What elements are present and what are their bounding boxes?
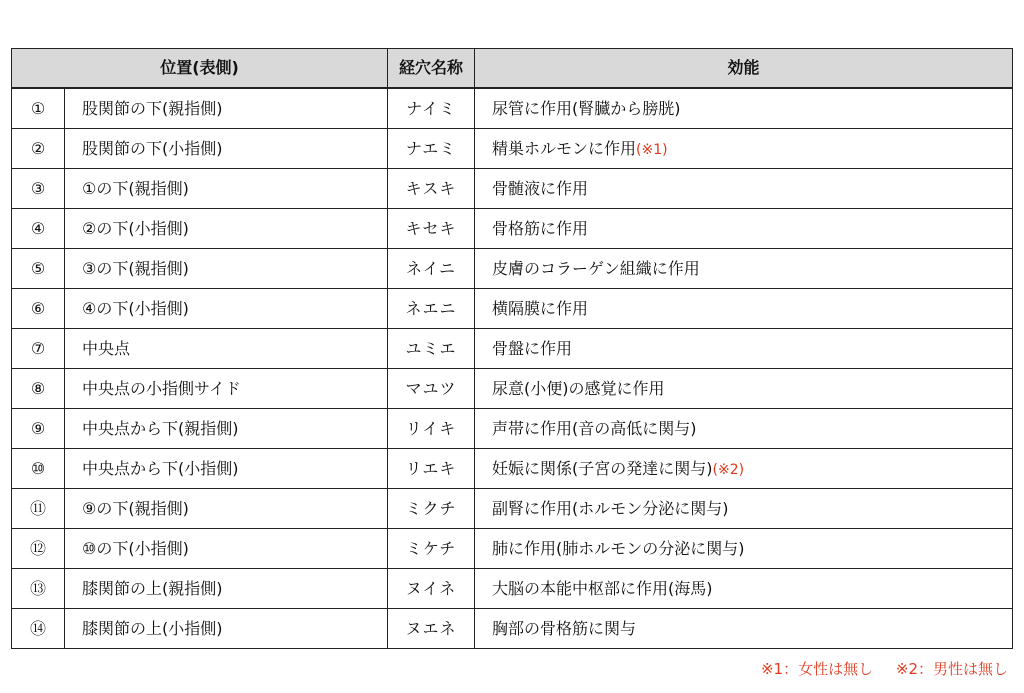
row-number: ⑬ [12,569,65,609]
row-position: ⑨の下(親指側) [65,489,388,529]
table-row [12,169,1013,209]
row-position: ①の下(親指側) [65,169,388,209]
acupoint-table [11,48,1013,649]
row-effect [475,369,1013,409]
row-effect [475,329,1013,369]
row-effect [475,169,1013,209]
row-point-name: リイキ [388,409,475,449]
row-position: 中央点から下(親指側) [65,409,388,449]
row-position: 膝関節の上(小指側) [65,609,388,649]
row-position: ③の下(親指側) [65,249,388,289]
row-effect [475,209,1013,249]
row-number: ② [12,129,65,169]
row-point-name: ミケチ [388,529,475,569]
row-position: ②の下(小指側) [65,209,388,249]
row-number: ⑪ [12,489,65,529]
row-effect [475,88,1013,129]
table-row [12,569,1013,609]
table-body [12,88,1013,649]
effect-text: 副腎に作用(ホルモン分泌に関与) [492,498,729,518]
effect-text: 皮膚のコラーゲン組織に作用 [492,258,700,278]
effect-text: 妊娠に関係(子宮の発達に関与) [492,458,713,478]
row-position: 股関節の下(親指側) [65,88,388,129]
row-effect [475,289,1013,329]
row-point-name: キスキ [388,169,475,209]
row-point-name: ネエニ [388,289,475,329]
row-effect [475,449,1013,489]
row-number: ⑤ [12,249,65,289]
table-row [12,449,1013,489]
footnotes [761,658,1008,679]
row-point-name: ナイミ [388,88,475,129]
effect-text: 骨髄液に作用 [492,178,589,198]
row-point-name: リエキ [388,449,475,489]
effect-text: 尿意(小便)の感覚に作用 [492,378,665,398]
row-point-name: ナエミ [388,129,475,169]
table-row [12,209,1013,249]
header-effect: 効能 [475,49,1013,89]
table-row [12,489,1013,529]
row-number: ⑧ [12,369,65,409]
row-number: ① [12,88,65,129]
row-effect [475,609,1013,649]
row-number: ⑦ [12,329,65,369]
effect-text: 肺に作用(肺ホルモンの分泌に関与) [492,538,745,558]
row-point-name: ユミエ [388,329,475,369]
table-row [12,249,1013,289]
effect-text: 声帯に作用(音の高低に関与) [492,418,697,438]
row-number: ⑥ [12,289,65,329]
effect-text: 精巣ホルモンに作用 [492,138,637,158]
footnote-1: ※1：女性は無し [760,660,874,678]
row-point-name: キセキ [388,209,475,249]
table-row [12,88,1013,129]
effect-text: 大脳の本能中枢部に作用(海馬) [492,578,713,598]
effect-note: (※2) [712,461,745,478]
table-row [12,329,1013,369]
table-row [12,289,1013,329]
row-effect [475,409,1013,449]
header-point-name: 経穴名称 [388,49,475,89]
table-row [12,529,1013,569]
effect-note: (※1) [636,141,668,158]
table-header-row [12,49,1013,89]
effect-text: 骨格筋に作用 [492,218,589,238]
table-row [12,609,1013,649]
table-row [12,369,1013,409]
row-effect [475,489,1013,529]
row-effect [475,569,1013,609]
row-point-name: ミクチ [388,489,475,529]
row-position: 中央点 [65,329,388,369]
table-row [12,129,1013,169]
row-position: ⑩の下(小指側) [65,529,388,569]
footnote-2: ※2：男性は無し [895,660,1008,678]
table-row [12,409,1013,449]
row-number: ⑫ [12,529,65,569]
row-number: ⑩ [12,449,65,489]
row-point-name: ネイニ [388,249,475,289]
row-effect [475,129,1013,169]
effect-text: 胸部の骨格筋に関与 [492,618,637,638]
row-number: ④ [12,209,65,249]
effect-text: 骨盤に作用 [492,338,573,358]
row-position: 中央点の小指側サイド [65,369,388,409]
row-position: ④の下(小指側) [65,289,388,329]
row-position: 中央点から下(小指側) [65,449,388,489]
effect-text: 尿管に作用(腎臓から膀胱) [492,98,681,118]
row-effect [475,249,1013,289]
row-position: 膝関節の上(親指側) [65,569,388,609]
row-point-name: マユツ [388,369,475,409]
row-point-name: ヌイネ [388,569,475,609]
effect-text: 横隔膜に作用 [492,298,589,318]
row-number: ⑨ [12,409,65,449]
row-position: 股関節の下(小指側) [65,129,388,169]
row-effect [475,529,1013,569]
row-point-name: ヌエネ [388,609,475,649]
row-number: ③ [12,169,65,209]
header-position: 位置(表側) [12,49,388,89]
row-number: ⑭ [12,609,65,649]
